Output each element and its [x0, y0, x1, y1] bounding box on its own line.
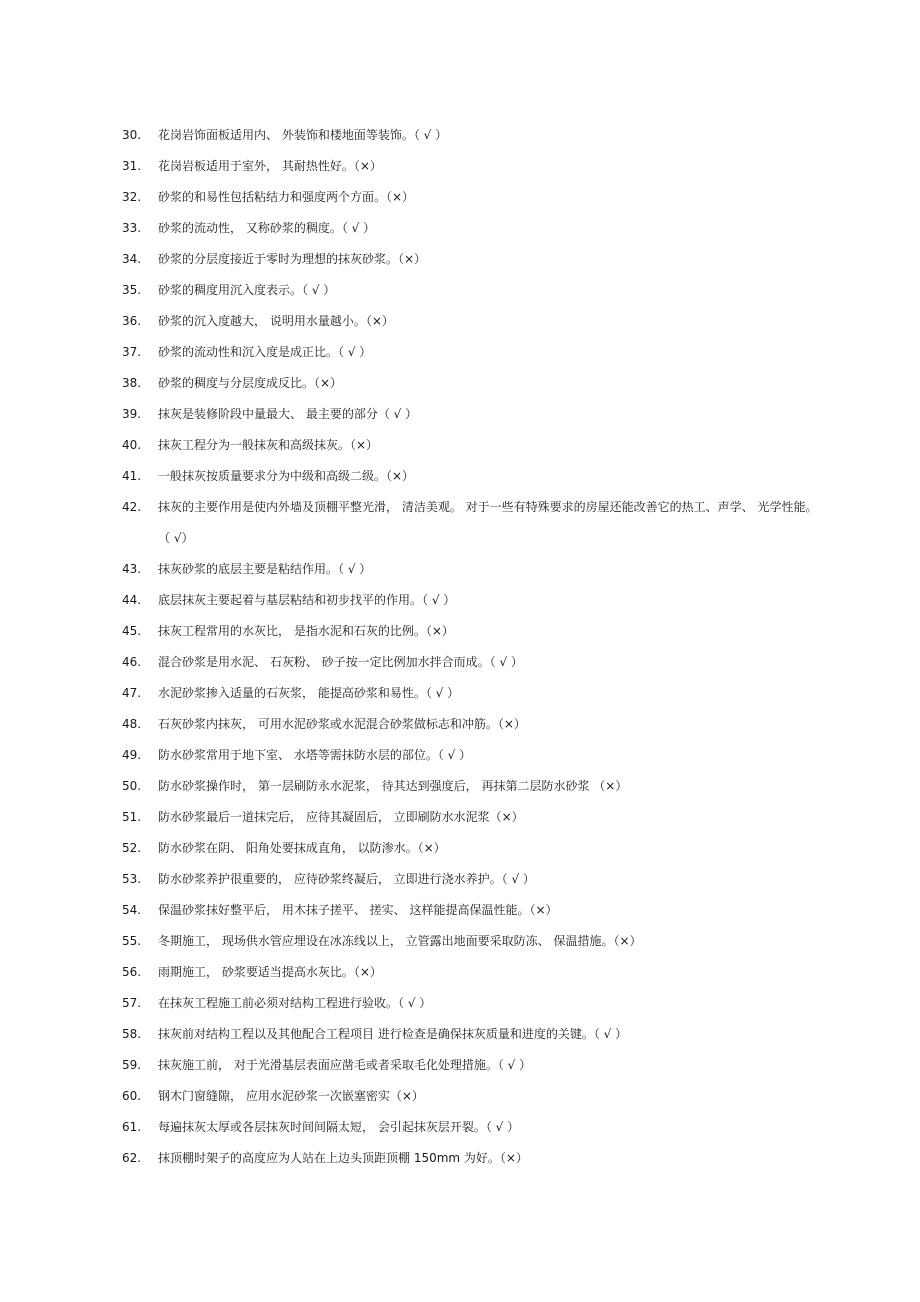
list-item	[122, 492, 822, 554]
item-text: 防水砂浆最后一道抹完后， 应待其凝固后， 立即刷防水水泥浆（×）	[158, 810, 524, 824]
item-text: 每遍抹灰太厚或各层抹灰时间间隔太短， 会引起抹灰层开裂。（ √ ）	[158, 1120, 520, 1134]
list-item	[122, 926, 822, 957]
item-text: 钢木门窗缝隙， 应用水泥砂浆一次嵌塞密实（×）	[158, 1089, 424, 1103]
list-item	[122, 616, 822, 647]
item-number: 37.	[122, 345, 142, 359]
item-number: 53.	[122, 872, 142, 886]
list-item	[122, 833, 822, 864]
item-text: 砂浆的稠度与分层度成反比。（×）	[158, 376, 343, 390]
item-number: 58.	[122, 1027, 142, 1041]
list-item	[122, 771, 822, 802]
item-text: 石灰砂浆内抹灰， 可用水泥砂浆或水泥混合砂浆做标志和冲筋。（×）	[158, 717, 526, 731]
item-text: 防水砂浆常用于地下室、 水塔等需抹防水层的部位。（ √ ）	[158, 748, 472, 762]
item-number: 47.	[122, 686, 142, 700]
item-number: 46.	[122, 655, 142, 669]
item-number: 33.	[122, 221, 142, 235]
list-item	[122, 957, 822, 988]
item-text: 雨期施工， 砂浆要适当提高水灰比。（×）	[158, 965, 382, 979]
item-text: 防水砂浆在阴、 阳角处要抹成直角， 以防渗水。（×）	[158, 841, 446, 855]
item-text: 抹灰砂浆的底层主要是粘结作用。（ √ ）	[158, 562, 372, 576]
item-number: 36.	[122, 314, 142, 328]
item-text: 花岗岩板适用于室外， 其耐热性好。（×）	[158, 159, 382, 173]
item-number: 40.	[122, 438, 142, 452]
item-text: 抹顶棚时架子的高度应为人站在上边头顶距顶棚 150mm 为好。（×）	[158, 1151, 528, 1165]
item-number: 62.	[122, 1151, 142, 1165]
item-number: 54.	[122, 903, 142, 917]
list-item	[122, 585, 822, 616]
list-item	[122, 1050, 822, 1081]
item-number: 44.	[122, 593, 142, 607]
item-text: 水泥砂浆掺入适量的石灰浆， 能提高砂浆和易性。（ √ ）	[158, 686, 460, 700]
item-number: 51.	[122, 810, 142, 824]
item-number: 61.	[122, 1120, 142, 1134]
item-number: 35.	[122, 283, 142, 297]
item-number: 50.	[122, 779, 142, 793]
list-item	[122, 864, 822, 895]
item-number: 59.	[122, 1058, 142, 1072]
item-text: 抹灰前对结构工程以及其他配合工程项目 进行检查是确保抹灰质量和进度的关键。（ √ ）	[158, 1027, 628, 1041]
item-text: 花岗岩饰面板适用内、 外装饰和楼地面等装饰。（ √ ）	[158, 128, 448, 142]
item-text: 砂浆的流动性和沉入度是成正比。（ √ ）	[158, 345, 372, 359]
item-text: 砂浆的沉入度越大， 说明用水量越小。（×）	[158, 314, 394, 328]
list-item	[122, 1112, 822, 1143]
item-number: 39.	[122, 407, 142, 421]
list-item	[122, 709, 822, 740]
item-number: 32.	[122, 190, 142, 204]
list-item	[122, 337, 822, 368]
item-number: 49.	[122, 748, 142, 762]
list-item	[122, 1019, 822, 1050]
list-item	[122, 802, 822, 833]
list-item	[122, 275, 822, 306]
list-item	[122, 461, 822, 492]
item-text: 保温砂浆抹好整平后， 用木抹子搓平、 搓实、 这样能提高保温性能。（×）	[158, 903, 558, 917]
question-list	[122, 120, 822, 1174]
list-item	[122, 213, 822, 244]
item-number: 43.	[122, 562, 142, 576]
item-text: 底层抹灰主要起着与基层粘结和初步找平的作用。（ √ ）	[158, 593, 456, 607]
list-item	[122, 120, 822, 151]
list-item	[122, 244, 822, 275]
item-text: 抹灰是装修阶段中量最大、 最主要的部分（ √ ）	[158, 407, 418, 421]
item-text: 抹灰工程分为一般抹灰和高级抹灰。（×）	[158, 438, 379, 452]
item-text: 砂浆的分层度接近于零时为理想的抹灰砂浆。（×）	[158, 252, 427, 266]
item-number: 42.	[122, 500, 142, 514]
item-text: 砂浆的流动性， 又称砂浆的稠度。（ √ ）	[158, 221, 376, 235]
item-text: 抹灰工程常用的水灰比， 是指水泥和石灰的比例。（×）	[158, 624, 454, 638]
item-number: 52.	[122, 841, 142, 855]
item-number: 55.	[122, 934, 142, 948]
item-number: 48.	[122, 717, 142, 731]
item-number: 41.	[122, 469, 142, 483]
item-text: 砂浆的和易性包括粘结力和强度两个方面。（×）	[158, 190, 415, 204]
list-item	[122, 1143, 822, 1174]
item-number: 45.	[122, 624, 142, 638]
item-text: 砂浆的稠度用沉入度表示。（ √ ）	[158, 283, 336, 297]
item-text: 抹灰的主要作用是使内外墙及顶棚平整光滑， 清洁美观。 对于一些有特殊要求的房屋还能改善它的热工、声学、 光学性能。（ √）	[158, 500, 818, 545]
item-number: 38.	[122, 376, 142, 390]
item-text: 一般抹灰按质量要求分为中级和高级二级。（×）	[158, 469, 415, 483]
list-item	[122, 306, 822, 337]
item-number: 57.	[122, 996, 142, 1010]
item-number: 60.	[122, 1089, 142, 1103]
item-number: 56.	[122, 965, 142, 979]
list-item	[122, 368, 822, 399]
list-item	[122, 647, 822, 678]
item-text: 冬期施工， 现场供水管应埋设在冰冻线以上， 立管露出地面要采取防冻、 保温措施。（×）	[158, 934, 642, 948]
list-item	[122, 1081, 822, 1112]
item-number: 31.	[122, 159, 142, 173]
item-number: 30.	[122, 128, 142, 142]
item-text: 混合砂浆是用水泥、 石灰粉、 砂子按一定比例加水拌合而成。（ √ ）	[158, 655, 523, 669]
list-item	[122, 895, 822, 926]
list-item	[122, 554, 822, 585]
list-item	[122, 182, 822, 213]
list-item	[122, 151, 822, 182]
list-item	[122, 399, 822, 430]
item-text: 抹灰施工前， 对于光滑基层表面应凿毛或者采取毛化处理措施。（ √ ）	[158, 1058, 532, 1072]
list-item	[122, 740, 822, 771]
item-text: 防水砂浆养护很重要的， 应待砂浆终凝后， 立即进行浇水养护。（ √ ）	[158, 872, 535, 886]
list-item	[122, 430, 822, 461]
list-item	[122, 988, 822, 1019]
item-text: 防水砂浆操作时， 第一层刷防永水泥浆， 待其达到强度后， 再抹第二层防水砂浆 （×）	[158, 779, 628, 793]
item-number: 34.	[122, 252, 142, 266]
item-text: 在抹灰工程施工前必须对结构工程进行验收。（ √ ）	[158, 996, 432, 1010]
list-item	[122, 678, 822, 709]
